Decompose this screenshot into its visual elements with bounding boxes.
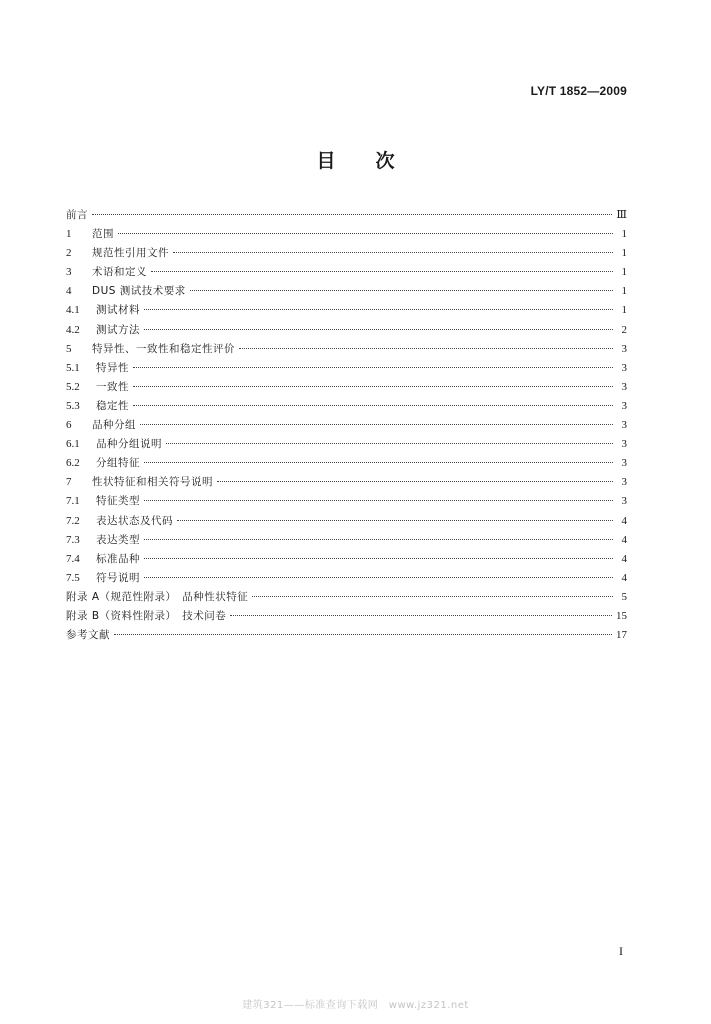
toc-entry-page: 3 [621,380,627,393]
page-title [0,146,711,173]
toc-leader-dots [133,405,613,406]
toc-entry-number: 5 [66,342,72,355]
standard-code: LY/T 1852—2009 [530,84,627,98]
toc-entry-page: 1 [621,266,627,279]
toc-entry-label: 特异性、一致性和稳定性评价 [92,342,235,355]
toc-entry-6-2[interactable] [66,454,627,473]
toc-entry-label: 特征类型 [96,495,140,508]
toc-entry-page: 3 [621,399,627,412]
toc-leader-dots [144,558,613,559]
toc-entry-label: 规范性引用文件 [92,247,169,260]
toc-entry-label: 性状特征和相关符号说明 [92,476,213,489]
toc-leader-dots [230,615,612,616]
toc-entry-page: 4 [621,533,627,546]
toc-entry-number: 1 [66,228,72,241]
toc-leader-dots [217,481,613,482]
title-char-2: 次 [375,150,395,172]
toc-entry-page: 3 [621,361,627,374]
toc-entry-label: 特异性 [96,361,129,374]
toc-entry-page: 4 [621,571,627,584]
toc-entry-6[interactable] [66,416,627,435]
toc-entry-number: 7.2 [66,514,80,527]
toc-entry-page: 3 [621,476,627,489]
toc-entry-label: 一致性 [96,380,129,393]
toc-entry-label: 分组特征 [96,457,140,470]
toc-entry-label: 测试材料 [96,304,140,317]
toc-entry-4[interactable] [66,282,627,301]
toc-leader-dots [144,309,613,310]
toc-leader-dots [140,424,613,425]
toc-leader-dots [133,367,613,368]
toc-entry-references[interactable] [66,626,627,645]
toc-entry-7-5[interactable] [66,569,627,588]
toc-entry-label: 测试方法 [96,323,140,336]
toc-entry-label: 范围 [92,228,114,241]
toc-entry-number: 2 [66,247,72,260]
toc-entry-number: 7.5 [66,571,80,584]
toc-entry-label: 标准品种 [96,552,140,565]
toc-entry-appendix-b[interactable] [66,607,627,626]
toc-entry-label: 稳定性 [96,399,129,412]
toc-entry-label: 参考文献 [66,629,110,642]
toc-entry-appendix-a[interactable] [66,588,627,607]
toc-entry-4-2[interactable] [66,321,627,340]
toc-entry-label: 品种分组 [92,419,136,432]
toc-leader-dots [144,500,613,501]
toc-leader-dots [144,577,613,578]
toc-entry-foreword[interactable] [66,206,627,225]
toc-leader-dots [92,214,612,215]
toc-entry-page: 3 [621,438,627,451]
watermark: 建筑321——标准查询下载网 www.jz321.net [242,1000,469,1011]
toc-leader-dots [252,596,613,597]
toc-entry-page: 2 [621,323,627,336]
toc-entry-4-1[interactable] [66,301,627,320]
toc-leader-dots [144,329,613,330]
toc-leader-dots [177,520,613,521]
toc-entry-number: 7 [66,476,72,489]
toc-entry-number: 5.2 [66,380,80,393]
toc-leader-dots [190,290,613,291]
toc-entry-number: 4 [66,285,72,298]
toc-entry-3[interactable] [66,263,627,282]
toc-entry-number: 6.1 [66,438,80,451]
toc-leader-dots [144,539,613,540]
toc-entry-6-1[interactable] [66,435,627,454]
toc-entry-number: 5.3 [66,399,80,412]
toc-entry-page: 17 [616,629,627,642]
toc-leader-dots [151,271,613,272]
toc-entry-label: 术语和定义 [92,266,147,279]
toc-entry-label: 表达状态及代码 [96,514,173,527]
toc-entry-page: 5 [621,590,627,603]
toc-entry-page: 3 [621,342,627,355]
toc-entry-5-1[interactable] [66,359,627,378]
toc-entry-page: Ⅲ [616,209,627,221]
toc-entry-number: 4.2 [66,323,80,336]
toc-entry-number: 6.2 [66,457,80,470]
toc-entry-page: 3 [621,419,627,432]
toc-entry-page: 1 [621,228,627,241]
toc-entry-7-3[interactable] [66,531,627,550]
toc-leader-dots [133,386,613,387]
toc-entry-number: 7.4 [66,552,80,565]
toc-entry-label: 附录 B（资料性附录） 技术问卷 [66,609,227,622]
toc-entry-page: 1 [621,285,627,298]
toc-leader-dots [166,443,613,444]
toc-entry-7-4[interactable] [66,550,627,569]
toc-leader-dots [118,233,613,234]
toc-entry-label: 表达类型 [96,533,140,546]
toc-entry-5-3[interactable] [66,397,627,416]
toc-entry-1[interactable] [66,225,627,244]
toc-entry-number: 4.1 [66,304,80,317]
toc-entry-label: 品种分组说明 [96,438,162,451]
toc-entry-page: 4 [621,552,627,565]
toc-entry-2[interactable] [66,244,627,263]
toc-entry-page: 1 [621,247,627,260]
toc-entry-page: 15 [616,609,627,622]
title-char-1: 目 [316,150,336,172]
toc-entry-label: 前言 [66,209,88,221]
toc-entry-number: 7.3 [66,533,80,546]
toc-entry-number: 5.1 [66,361,80,374]
toc-entry-7[interactable] [66,473,627,492]
toc-entry-page: 4 [621,514,627,527]
toc-entry-page: 3 [621,457,627,470]
table-of-contents [66,206,627,645]
toc-entry-number: 3 [66,266,72,279]
toc-entry-label: 附录 A（规范性附录） 品种性状特征 [66,590,249,603]
toc-entry-page: 3 [621,495,627,508]
toc-entry-page: 1 [621,304,627,317]
toc-leader-dots [144,462,613,463]
toc-entry-number: 7.1 [66,495,80,508]
toc-entry-label: DUS 测试技术要求 [92,285,186,298]
toc-leader-dots [114,634,612,635]
page-number: I [619,944,623,958]
toc-leader-dots [239,348,613,349]
toc-entry-5-2[interactable] [66,378,627,397]
toc-leader-dots [173,252,613,253]
toc-entry-5[interactable] [66,340,627,359]
toc-entry-label: 符号说明 [96,571,140,584]
toc-entry-number: 6 [66,419,72,432]
toc-entry-7-1[interactable] [66,492,627,511]
toc-entry-7-2[interactable] [66,512,627,531]
